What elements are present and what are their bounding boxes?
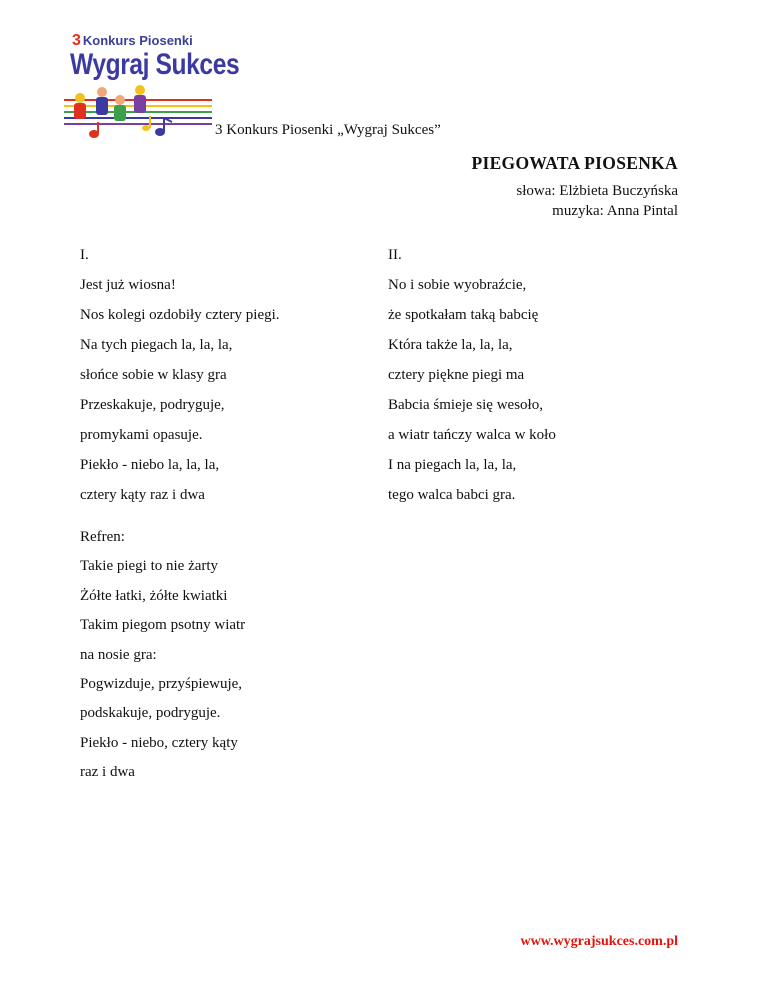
verse-line: Która także la, la, la, <box>388 337 513 353</box>
verse-line: I na piegach la, la, la, <box>388 457 517 473</box>
verse-heading: I. <box>80 247 89 263</box>
verse-line: słońce sobie w klasy gra <box>80 367 227 383</box>
verse-line: Jest już wiosna! <box>80 277 176 293</box>
verse-line: cztery piękne piegi ma <box>388 367 525 383</box>
logo-number: 3 <box>72 32 81 49</box>
verse-line: promykami opasuje. <box>80 427 203 443</box>
verse-line: tego walca babci gra. <box>388 487 516 503</box>
refrain-line: Takie piegi to nie żarty <box>80 558 219 575</box>
lyrics-credit: słowa: Elżbieta Buczyńska <box>516 183 678 199</box>
verse-line: Babcia śmieje się wesoło, <box>388 397 543 413</box>
refrain-line: podskakuje, podryguje. <box>80 705 221 722</box>
verse-1 <box>80 246 280 516</box>
song-title: PIEGOWATA PIOSENKA <box>471 153 678 173</box>
verse-line: Nos kolegi ozdobiły cztery piegi. <box>80 307 280 323</box>
refrain-heading: Refren: <box>80 529 125 545</box>
verse-line: No i sobie wyobraźcie, <box>388 277 527 293</box>
refrain <box>80 528 245 793</box>
logo-music-staff-icon <box>62 82 214 144</box>
refrain-line: Pogwizduje, przyśpiewuje, <box>80 675 243 692</box>
website-link[interactable]: www.wygrajsukces.com.pl <box>520 934 678 949</box>
refrain-line: Takim piegom psotny wiatr <box>80 617 246 634</box>
verse-line: Na tych piegach la, la, la, <box>80 337 233 353</box>
verse-line: Przeskakuje, podryguje, <box>80 397 225 413</box>
contest-logo <box>62 28 240 146</box>
verse-line: Piekło - niebo la, la, la, <box>80 457 220 473</box>
verse-heading: II. <box>388 247 402 263</box>
verse-line: że spotkałam taką babcię <box>388 307 539 323</box>
verse-line: cztery kąty raz i dwa <box>80 487 205 503</box>
refrain-line: na nosie gra: <box>80 646 157 663</box>
refrain-line: raz i dwa <box>80 764 135 781</box>
logo-top-text: Konkurs Piosenki <box>82 33 193 48</box>
logo-title: Wygraj Sukces <box>70 48 240 81</box>
verse-2 <box>388 246 556 516</box>
music-credit: muzyka: Anna Pintal <box>552 203 678 219</box>
verse-line: a wiatr tańczy walca w koło <box>388 427 556 443</box>
refrain-line: Piekło - niebo, cztery kąty <box>80 734 238 751</box>
refrain-line: Żółte łatki, żółte kwiatki <box>80 587 228 604</box>
contest-header: 3 Konkurs Piosenki „Wygraj Sukces” <box>215 122 441 138</box>
